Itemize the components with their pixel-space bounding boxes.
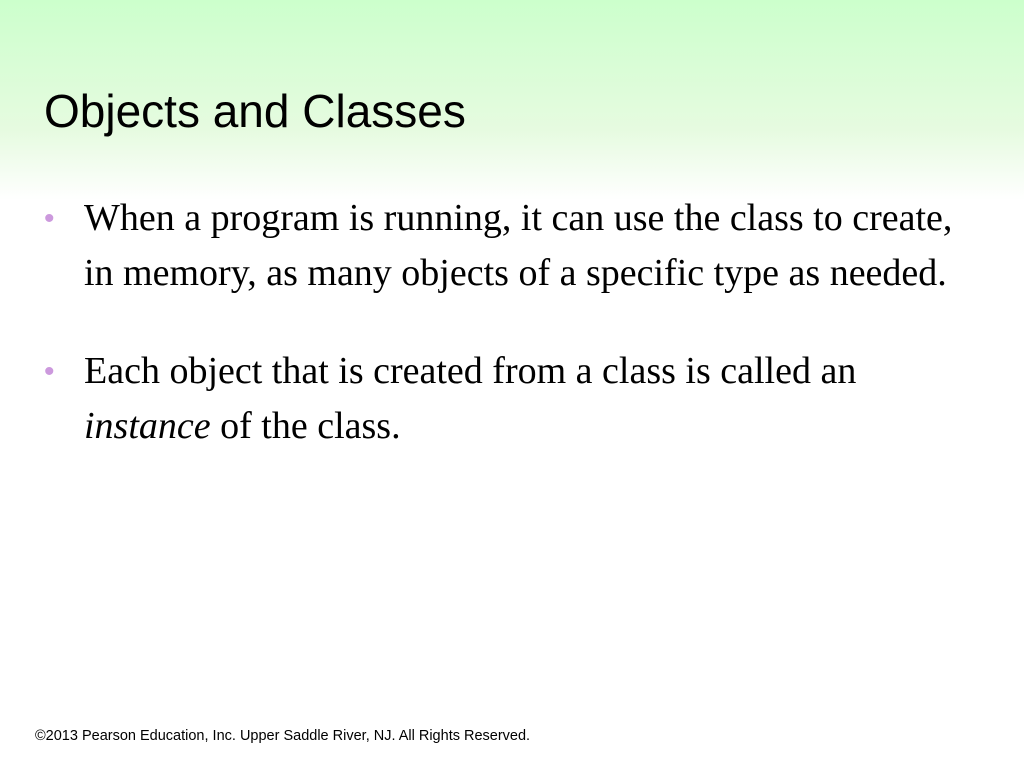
- slide-title: Objects and Classes: [44, 85, 466, 137]
- bullet-icon: •: [44, 355, 55, 388]
- copyright-footer: ©2013 Pearson Education, Inc. Upper Saddle River, NJ. All Rights Reserved.: [35, 728, 531, 744]
- bullet-text-part: Each object that is created from a class is called an: [84, 350, 857, 392]
- bullet-icon: •: [44, 202, 55, 235]
- bullet-text: [84, 350, 856, 447]
- bullet-list: [44, 191, 984, 454]
- bullet-text: When a program is running, it can use the class to create, in memory, as many objects of a specific type as needed.: [84, 197, 953, 294]
- bullet-item: [44, 191, 984, 301]
- bullet-text-part: of the class.: [210, 405, 401, 447]
- emphasized-term: instance: [84, 405, 211, 447]
- bullet-item: [44, 344, 984, 454]
